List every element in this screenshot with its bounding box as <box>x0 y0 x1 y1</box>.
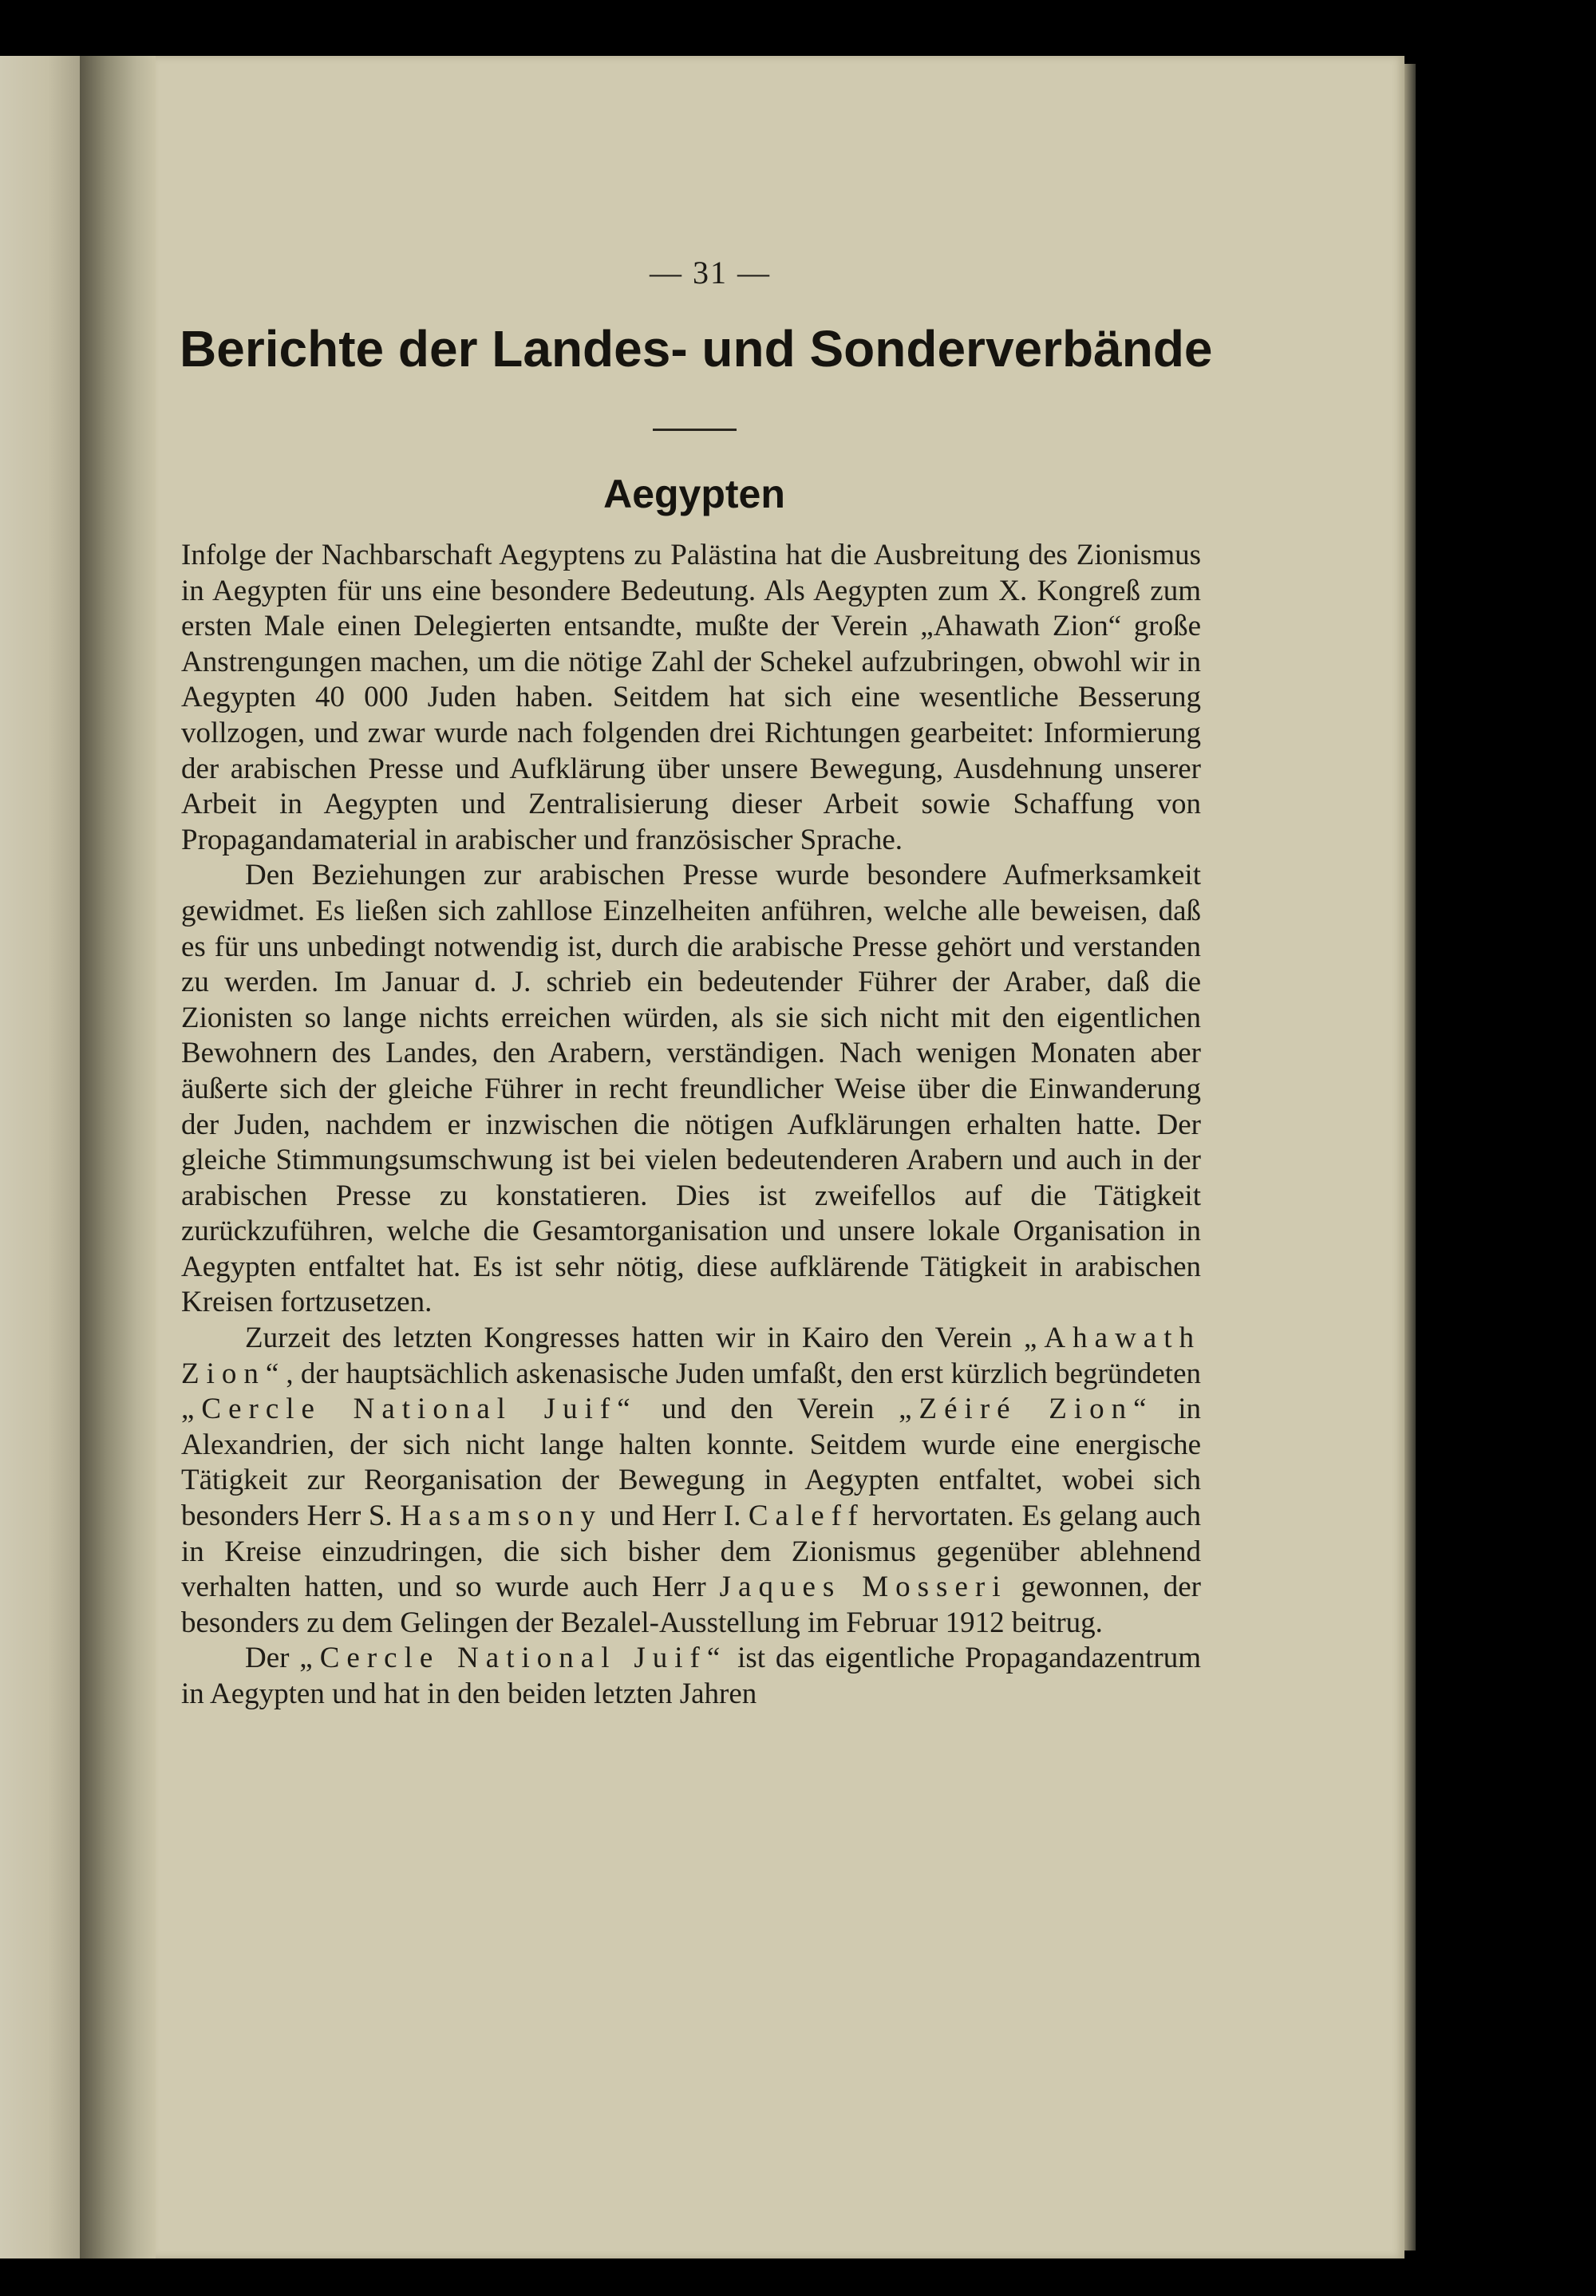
p3-text: Zurzeit des letzten Kongresses hatten wir in Kairo den Verein <box>245 1322 1024 1355</box>
title-divider <box>653 429 737 431</box>
p3-text: hervortaten. Es gelang auch in Kreise einzudringen, die sich bisher dem Zionismus gegenüber ablehnend verhalten hatten, und so wurde auch Herr <box>181 1500 1201 1604</box>
spaced-name-caleff: Caleff <box>748 1500 865 1533</box>
page-number: — 31 — <box>650 255 771 290</box>
p3-text: in Alexandrien, der sich nicht lange halten konnte. Seitdem wurde eine energische Tätigkeit zur Reorganisation der Bewegung in Aegypten entfaltet, wobei sich besonders Herr S. <box>181 1393 1201 1533</box>
paragraph-2: Den Beziehungen zur arabischen Presse wurde besondere Aufmerksamkeit gewidmet. Es ließen sich zahllose Einzelheiten anführen, welche alle beweisen, daß es für uns unbedingt notwendig ist, durch die arabische Presse gehört und verstanden zu werden. Im Januar d. J. schrieb ein bedeutender Führer der Araber, daß die Zionisten so lange nichts erreichen würden, als sie sich nicht mit den eigentlichen Bewohnern des Landes, den Arabern, verständigen. Nach wenigen Monaten aber äußerte sich der gleiche Führer in recht freundlicher Weise über die Einwanderung der Juden, nachdem er inzwischen die nötigen Aufklärungen erhalten hatte. Der gleiche Stimmungsumschwung ist bei vielen bedeutenderen Arabern und auch in der arabischen Presse zu konstatieren. Dies ist zweifellos auf die Tätigkeit zurückzuführen, welche die Gesamtorganisation und unsere lokale Organisation in Aegypten entfaltet hat. Es ist sehr nötig, diese aufklärende Tätigkeit in arabischen Kreisen fortzusetzen. <box>181 859 1201 1319</box>
spaced-name-ahawath-zion: „Ahawath Zion“ <box>181 1322 1201 1390</box>
spaced-name-jaques-mosseri: Jaques Mosseri <box>719 1571 1008 1604</box>
p4-text: Der <box>245 1642 300 1675</box>
paragraph-3 <box>181 1321 1201 1641</box>
section-title: Aegypten <box>603 472 785 516</box>
spaced-name-cercle-national-juif: „Cercle National Juif“ <box>181 1393 638 1426</box>
spaced-name-zeire-zion: „Zéiré Zion“ <box>899 1393 1154 1426</box>
p3-text: und den Verein <box>637 1393 899 1426</box>
p4-text: ist das eigentliche Propagandazentrum in Aegypten und hat in den beiden letzten Jahren <box>181 1642 1202 1710</box>
body-text <box>181 538 1201 1713</box>
page-edge-shadow <box>1404 64 1416 2251</box>
paragraph-1: Infolge der Nachbarschaft Aegyptens zu Palästina hat die Ausbreitung des Zionismus in Aegypten für uns eine besondere Bedeutung. Als Aegypten zum X. Kongreß zum ersten Male einen Delegierten entsandte, mußte der Verein „Ahawath Zion“ große Anstrengungen machen, um die nötige Zahl der Schekel aufzubringen, obwohl wir in Aegypten 40 000 Juden haben. Seitdem hat sich eine wesentliche Besserung vollzogen, und zwar wurde nach folgenden drei Richtungen gearbeitet: Informierung der arabischen Presse und Aufklärung über unsere Bewegung, Ausdehnung unserer Arbeit in Aegypten und Zentralisierung dieser Arbeit sowie Schaffung von Propagandamaterial in arabischer und französischer Sprache. <box>181 539 1201 856</box>
previous-page-edge <box>0 56 80 2258</box>
book-gutter <box>80 56 156 2258</box>
p3-text: und Herr I. <box>602 1500 749 1533</box>
p3-text: gewonnen, der besonders zu dem Gelingen der Bezalel-Ausstellung im Februar 1912 beitrug. <box>181 1571 1201 1639</box>
spaced-name-cercle-national-juif: „Cercle National Juif“ <box>299 1642 728 1675</box>
p3-text: , der hauptsächlich askenasische Juden umfaßt, den erst kürzlich begründeten <box>286 1357 1201 1390</box>
paragraph-4 <box>181 1641 1201 1712</box>
main-title: Berichte der Landes- und Sonderverbände <box>180 320 1213 377</box>
spaced-name-hasamsony: Hasamsony <box>400 1500 602 1533</box>
